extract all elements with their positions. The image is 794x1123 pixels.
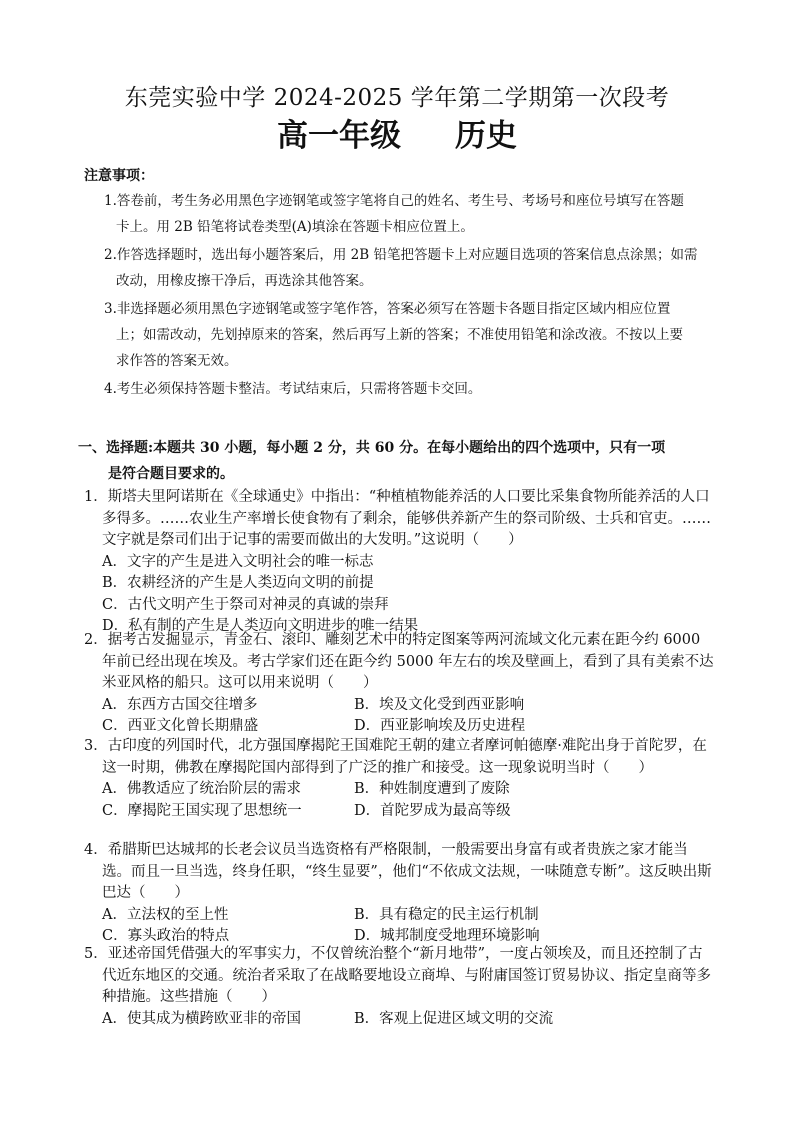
option-a: A．东西方古国交往增多: [102, 696, 258, 713]
note-item: [104, 188, 716, 240]
question-stem: 4．希腊斯巴达城邦的长老会议员当选资格有严格限制，一般需要出身富有或者贵族之家才能当选。而且一旦当选，终身任职，“终生显要”，他们“不依成文法规，一味随意专断”。这反映出斯巴达（ ）: [84, 842, 712, 901]
exam-subtitle: 高一年级 历史: [277, 118, 517, 154]
note-item: [104, 376, 716, 402]
option-row: [84, 801, 716, 823]
option-b: B．埃及文化受到西亚影响: [354, 696, 525, 713]
option-d: D．私有制的产生是人类迈向文明进步的唯一结果: [102, 618, 419, 634]
option-row: [84, 695, 716, 717]
note-line: 3.非选择题必须用黑色字迹钢笔或签字笔作答，答案必须写在答题卡各题目指定区域内相应位置: [104, 301, 671, 317]
option-c: C．摩揭陀王国实现了思想统一: [102, 802, 302, 819]
question: [84, 487, 716, 638]
option-c: C．西亚文化曾长期鼎盛: [102, 718, 259, 734]
note-line: 求作答的答案无效。: [116, 353, 238, 369]
option-row: [84, 716, 716, 738]
note-line: 1.答卷前，考生务必用黑色字迹钢笔或签字笔将自己的姓名、考生号、考场号和座位号填写在答题: [104, 193, 684, 209]
question-stem: 1．斯塔夫里阿诺斯在《全球通史》中指出：“种植植物能养活的人口要比采集食物所能养活的人口多得多。……农业生产率增长使食物有了剩余，能够供养新产生的祭司阶级、士兵和官吏。……文字就是祭司们出于记事的需要而做出的大发明。”这说明（ ）: [84, 489, 711, 548]
note-line: 2.作答选择题时，选出每小题答案后，用 2B 铅笔把答题卡上对应题目选项的答案信息点涂黑；如需: [104, 247, 698, 263]
option-a: A．文字的产生是进入文明社会的唯一标志: [102, 553, 374, 570]
option-b: B．客观上促进区域文明的交流: [354, 1010, 554, 1027]
section-line: 是符合题目要求的。: [108, 466, 234, 482]
option-a: A．佛教适应了统治阶层的需求: [102, 781, 301, 797]
note-line: 4.考生必须保持答题卡整洁。考试结束后，只需将答题卡交回。: [104, 381, 482, 397]
option-row: [84, 779, 716, 801]
note-line: 卡上。用 2B 铅笔将试卷类型(A)填涂在答题卡相应位置上。: [116, 219, 474, 235]
option-d: D．城邦制度受地理环境影响: [354, 928, 540, 944]
section-line: 一、选择题:本题共 30 小题，每小题 2 分，共 60 分。在每小题给出的四个选项中，只有一项: [78, 440, 666, 456]
option-b: B．具有稳定的民主运行机制: [354, 906, 539, 923]
question: [84, 944, 716, 1030]
option-row: [84, 1009, 716, 1031]
option-a: A．使其成为横跨欧亚非的帝国: [102, 1010, 301, 1027]
option-b: B．农耕经济的产生是人类迈向文明的前提: [102, 575, 374, 591]
option-b: B．种姓制度遭到了废除: [354, 781, 510, 797]
option-d: D．西亚影响埃及历史进程: [354, 718, 526, 734]
notes-heading: 注意事项：: [84, 168, 154, 184]
option-c: C．古代文明产生于祭司对神灵的真诚的崇拜: [102, 596, 389, 613]
question: [84, 630, 716, 738]
exam-title: 东莞实验中学 2024-2025 学年第二学期第一次段考: [124, 85, 670, 111]
question-stem: 5．亚述帝国凭借强大的军事实力，不仅曾统治整个“新月地带”，一度占领埃及，而且还控制了古代近东地区的交通。统治者采取了在战略要地设立商埠、与附庸国签订贸易协议、指定皇商等多种措施。这些措施（ ）: [84, 946, 711, 1005]
option-row: [84, 905, 716, 927]
question-stem: 3．古印度的列国时代，北方强国摩揭陀王国难陀王朝的建立者摩诃帕德摩·难陀出身于首陀罗，在这一时期，佛教在摩揭陀国内部得到了广泛的推广和接受。这一现象说明当时（ ）: [84, 738, 707, 776]
question: [84, 736, 716, 822]
question: [84, 840, 716, 948]
option-c: C．寡头政治的特点: [102, 928, 230, 944]
note-line: 上；如需改动，先划掉原来的答案，然后再写上新的答案；不准使用铅笔和涂改液。不按以上要: [116, 327, 683, 343]
option-a: A．立法权的至上性: [102, 906, 229, 923]
note-item: [104, 296, 716, 374]
note-item: [104, 242, 716, 294]
note-line: 改动，用橡皮擦干净后，再选涂其他答案。: [116, 273, 373, 289]
option-d: D．首陀罗成为最高等级: [354, 802, 511, 819]
section-heading: [78, 435, 728, 487]
question-stem: 2．据考古发掘显示，青金石、滚印、雕刻艺术中的特定图案等两河流域文化元素在距今约 6000 年前已经出现在埃及。考古学家们还在距今约 5000 年左右的埃及壁画上，看到了具有美索不达米亚风格的船只。这可以用来说明（ ）: [84, 632, 714, 691]
